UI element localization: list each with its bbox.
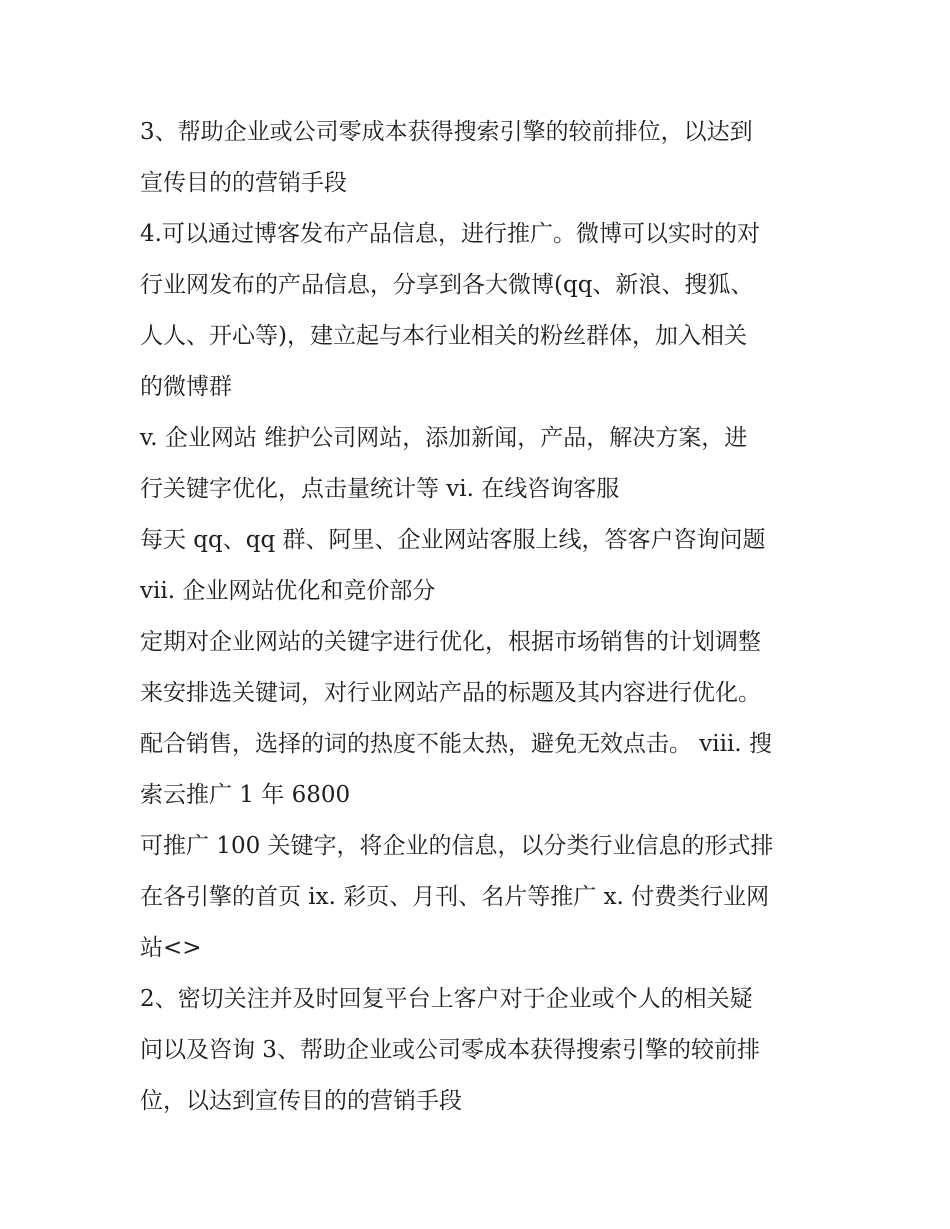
text-line: vii. 企业网站优化和竞价部分 <box>140 578 436 604</box>
text-line: 问以及咨询 3、帮助企业或公司零成本获得搜索引擎的较前排 <box>140 1037 760 1063</box>
text-line: 4.可以通过博客发布产品信息，进行推广。微博可以实时的对 <box>140 221 760 247</box>
text-line: 2、密切关注并及时回复平台上客户对于企业或个人的相关疑 <box>140 986 753 1012</box>
text-line: 站<> <box>140 935 202 961</box>
text-line: v. 企业网站 维护公司网站，添加新闻，产品，解决方案，进 <box>140 425 748 451</box>
text-line: 定期对企业网站的关键字进行优化，根据市场销售的计划调整 <box>140 629 761 655</box>
paragraph-customer-followup <box>140 974 820 1127</box>
paragraph-blog-weibo <box>140 209 820 413</box>
document-page <box>140 107 820 1127</box>
paragraph-seo-ranking <box>140 107 820 209</box>
text-line: 的微博群 <box>140 374 232 400</box>
text-line: 行关键字优化，点击量统计等 vi. 在线咨询客服 <box>140 476 620 502</box>
text-line: 每天 qq、qq 群、阿里、企业网站客服上线，答客户咨询问题 <box>140 527 766 553</box>
text-line: 行业网发布的产品信息，分享到各大微博(qq、新浪、搜狐、 <box>140 272 754 298</box>
text-line: 位，以达到宣传目的的营销手段 <box>140 1088 462 1114</box>
text-line: 宣传目的的营销手段 <box>140 170 347 196</box>
text-line: 在各引擎的首页 ix. 彩页、月刊、名片等推广 x. 付费类行业网 <box>140 884 770 910</box>
text-line: 索云推广 1 年 6800 <box>140 782 351 808</box>
text-line: 来安排选关键词，对行业网站产品的标题及其内容进行优化。 <box>140 680 761 706</box>
paragraph-keyword-optimization <box>140 617 820 821</box>
text-line: 可推广 100 关键字，将企业的信息，以分类行业信息的形式排 <box>140 833 774 859</box>
paragraph-promotion <box>140 821 820 974</box>
paragraph-website-maintenance <box>140 413 820 515</box>
text-line: 人人、开心等)，建立起与本行业相关的粉丝群体，加入相关 <box>140 323 747 349</box>
text-line: 3、帮助企业或公司零成本获得搜索引擎的较前排位，以达到 <box>140 119 753 145</box>
paragraph-online-support <box>140 515 820 617</box>
text-line: 配合销售，选择的词的热度不能太热，避免无效点击。 viii. 搜 <box>140 731 772 757</box>
